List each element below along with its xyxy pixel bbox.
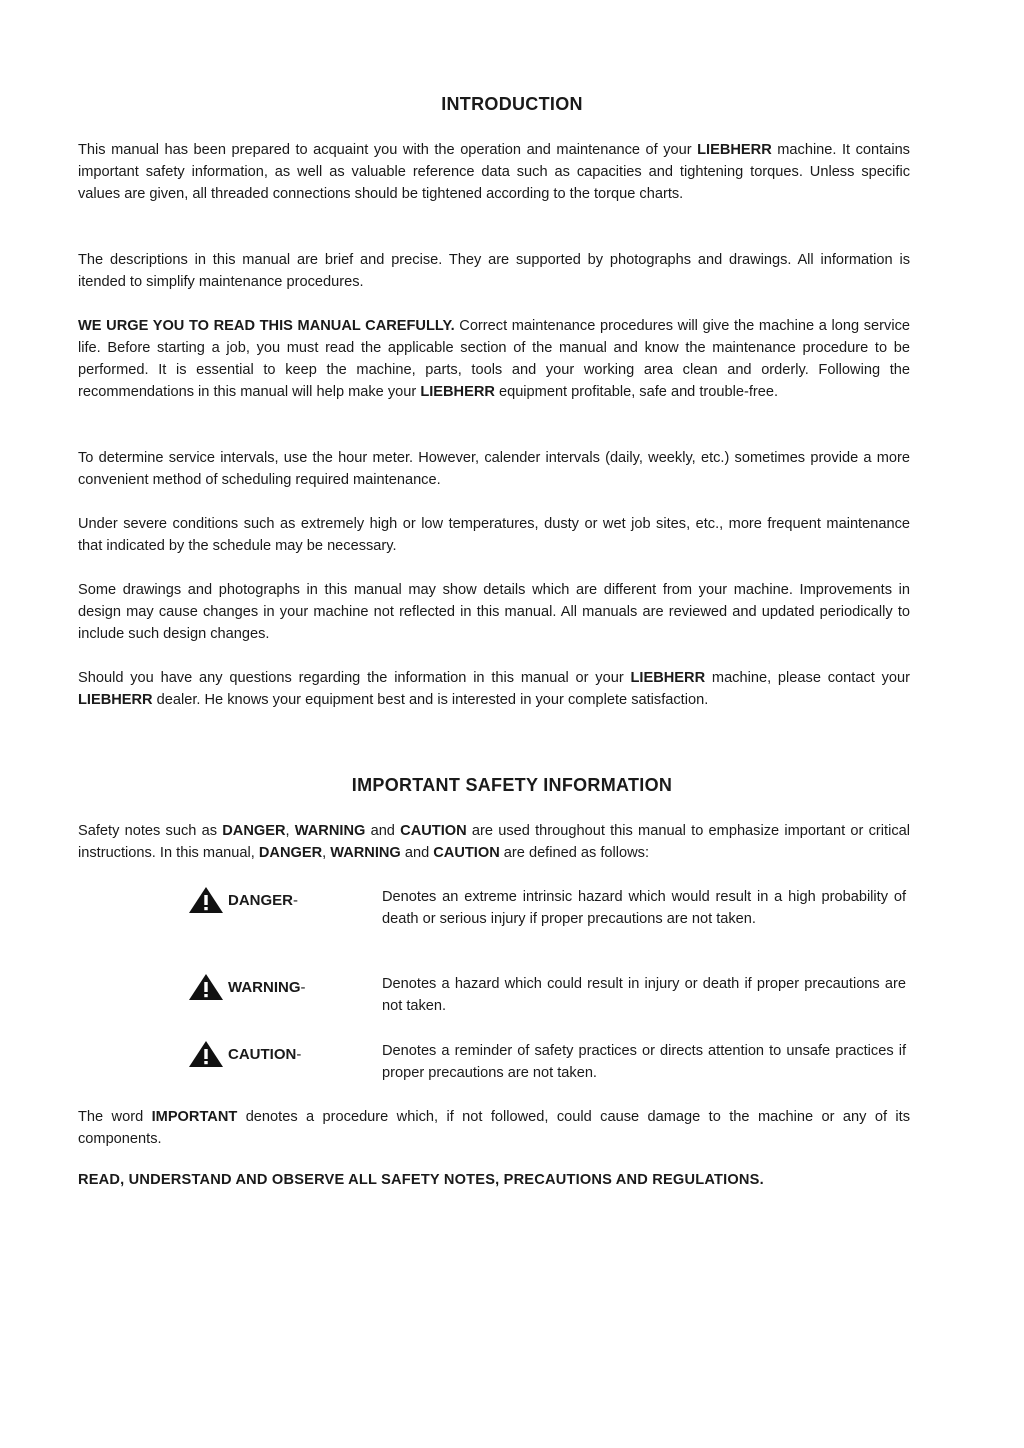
definition-term: [188, 1040, 301, 1068]
final-safety-notice: READ, UNDERSTAND AND OBSERVE ALL SAFETY NOTES, PRECAUTIONS AND REGULATIONS.: [78, 1172, 764, 1188]
bold-text-run: WARNING: [330, 845, 401, 861]
definition-word: DANGER: [228, 891, 294, 909]
bold-text-run: WE URGE YOU TO READ THIS MANUAL CAREFULLY.: [78, 318, 455, 334]
text-run: This manual has been prepared to acquaint you with the operation and maintenance of your: [78, 142, 698, 158]
definition-row-danger: [0, 886, 1024, 966]
definition-description: Denotes a reminder of safety practices or directs attention to unsafe practices if proper precautions are not taken.: [382, 1043, 906, 1081]
text-run: are defined as follows:: [499, 845, 650, 861]
bold-text-run: DANGER: [222, 823, 286, 839]
text-run: To determine service intervals, use the hour meter. However, calender intervals (daily, weekly, etc.) sometimes provide a more convenient method of scheduling required maintenance.: [78, 450, 910, 488]
text-run: machine, please contact your: [705, 670, 910, 686]
text-run: ,: [285, 823, 295, 839]
warning-triangle-icon: [188, 1040, 224, 1068]
important-note-paragraph: [78, 1106, 910, 1150]
text-run: are used throughout this manual to emphasize important or critical instructions. In this manual,: [78, 823, 910, 861]
warning-triangle-icon: [188, 973, 224, 1001]
bold-text-run: CAUTION: [400, 823, 467, 839]
definition-description: Denotes an extreme intrinsic hazard which would result in a high probability of death or serious injury if proper precautions are not taken.: [382, 889, 906, 927]
text-run: The descriptions in this manual are brief and precise. They are supported by photographs and drawings. All information is itended to simplify maintenance procedures.: [78, 252, 910, 290]
bold-text-run: LIEBHERR: [697, 142, 772, 158]
intro-paragraph-1: [78, 139, 910, 205]
bold-text-run: LIEBHERR: [630, 670, 706, 686]
text-run: machine. It contains important safety information, as well as valuable reference data such as capacities and tightening torques. Unless specific values are given, all threaded connections should be tightened according to the torque charts.: [78, 142, 910, 202]
text-run: denotes a procedure which, if not followed, could cause damage to the machine or any of its components.: [78, 1109, 911, 1147]
bold-text-run: LIEBHERR: [420, 384, 495, 400]
text-run: Some drawings and photographs in this manual may show details which are different from your machine. Improvements in design may cause changes in your machine not reflected in this manual. All manuals are reviewed and updated periodically to include such design changes.: [78, 582, 910, 642]
text-run: dealer. He knows your equipment best and is interested in your complete satisfaction.: [152, 692, 709, 708]
safety-intro-paragraph: [78, 820, 910, 864]
text-run: Under severe conditions such as extremely high or low temperatures, dusty or wet job sites, etc., more frequent maintenance that indicated by the schedule may be necessary.: [78, 516, 910, 554]
text-run: and: [365, 823, 401, 839]
safety-heading: IMPORTANT SAFETY INFORMATION: [351, 775, 673, 795]
bold-text-run: CAUTION: [433, 845, 500, 861]
bold-text-run: WARNING: [294, 823, 366, 839]
intro-paragraph-6: [78, 579, 910, 645]
bold-text-run: DANGER: [258, 845, 323, 861]
bold-text-run: LIEBHERR: [78, 692, 153, 708]
intro-paragraph-5: [78, 513, 910, 557]
text-run: and: [400, 845, 434, 861]
definition-description: Denotes a hazard which could result in injury or death if proper precautions are not taken.: [382, 976, 906, 1014]
definition-word: CAUTION: [228, 1045, 297, 1063]
bold-text-run: IMPORTANT: [151, 1109, 238, 1125]
intro-paragraph-3: [78, 315, 910, 403]
text-run: ,: [322, 845, 331, 861]
text-run: Should you have any questions regarding the information in this manual or your: [78, 670, 631, 686]
definition-separator: -: [296, 1045, 302, 1063]
text-run: equipment profitable, safe and trouble-free.: [494, 384, 779, 400]
definition-separator: -: [300, 978, 306, 996]
text-run: Correct maintenance procedures will give the machine a long service life. Before starting a job, you must read the applicable section of the manual and know the maintenance procedure to be performed. It is essential to keep the machine, parts, tools and your working area clean and orderly. Following the recommendations in this manual will help make your: [78, 318, 910, 400]
intro-paragraph-2: [78, 249, 910, 293]
introduction-heading: INTRODUCTION: [441, 94, 583, 114]
definition-word: WARNING: [228, 978, 301, 996]
definition-term: [188, 886, 298, 914]
intro-paragraph-4: [78, 447, 910, 491]
definition-term: [188, 973, 306, 1001]
warning-triangle-icon: [188, 886, 224, 914]
intro-paragraph-7: [78, 667, 910, 711]
definition-separator: -: [293, 891, 299, 909]
text-run: The word: [78, 1109, 152, 1125]
text-run: Safety notes such as: [78, 823, 223, 839]
